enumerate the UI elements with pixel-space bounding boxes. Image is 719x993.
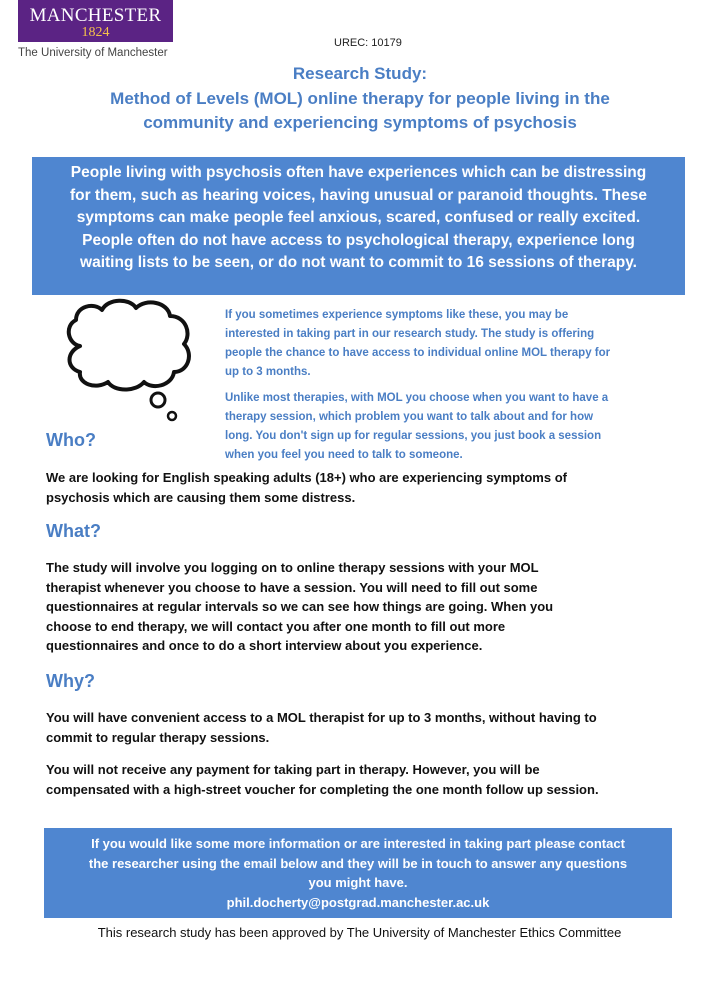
contact-box xyxy=(44,828,672,918)
who-line: We are looking for English speaking adults (18+) who are experiencing symptoms of xyxy=(46,470,567,485)
contact-email-link[interactable]: phil.docherty@postgrad.manchester.ac.uk xyxy=(226,894,490,910)
why-paragraph-2 xyxy=(46,760,676,799)
logo-year: 1824 xyxy=(81,25,110,40)
who-text xyxy=(46,468,676,507)
title-line-3: community and experiencing symptoms of psychosis xyxy=(143,113,577,132)
why-line: compensated with a high-street voucher for completing the one month follow up session. xyxy=(46,781,599,797)
intro-line: People often do not have access to psychological therapy, experience long xyxy=(82,231,635,249)
side-line: therapy session, which problem you want to talk about and for how xyxy=(225,411,594,423)
what-heading: What? xyxy=(46,521,101,541)
intro-line: waiting lists to be seen, or do not want to commit to 16 sessions of therapy. xyxy=(80,254,637,271)
side-line: people the chance to have access to individual online MOL therapy for xyxy=(225,347,611,359)
side-line: interested in taking part in our research study. The study is offering xyxy=(225,328,595,340)
contact-line: you might have. xyxy=(308,875,408,890)
thought-bubble-icon xyxy=(60,296,200,428)
who-heading: Who? xyxy=(46,430,96,450)
what-line: questionnaires at regular intervals so we can see how things are going. When you xyxy=(46,599,554,614)
side-line: long. You don't sign up for regular sessions, you just book a session xyxy=(225,430,602,442)
side-line: If you sometimes experience symptoms like these, you may be xyxy=(225,309,569,321)
who-line: psychosis which are causing them some distress. xyxy=(46,489,356,505)
contact-line: the researcher using the email below and they will be in touch to answer any questions xyxy=(88,855,628,871)
contact-line: If you would like some more information or are interested in taking part please contact xyxy=(91,836,625,851)
side-paragraph-1 xyxy=(225,306,673,382)
why-line: You will have convenient access to a MOL therapist for up to 3 months, without having to xyxy=(46,710,597,725)
why-paragraph-1 xyxy=(46,708,676,747)
intro-line: symptoms can make people feel anxious, scared, confused or really excited. xyxy=(76,209,641,226)
why-heading: Why? xyxy=(46,671,95,691)
title-line-2: Method of Levels (MOL) online therapy for people living in the xyxy=(110,89,610,108)
side-line: up to 3 months. xyxy=(225,366,311,378)
side-line: Unlike most therapies, with MOL you choose when you want to have a xyxy=(225,392,609,404)
urec-number: UREC: 10179 xyxy=(334,37,402,49)
why-line: commit to regular therapy sessions. xyxy=(46,729,270,745)
what-line: questionnaires and once to do a short interview about you experience. xyxy=(46,638,483,653)
ethics-footer: This research study has been approved by The University of Manchester Ethics Committee xyxy=(97,925,622,940)
intro-line: for them, such as hearing voices, having unusual or paranoid thoughts. These xyxy=(69,186,648,204)
what-line: therapist whenever you choose to have a session. You will need to fill out some xyxy=(46,579,538,595)
what-line: The study will involve you logging on to online therapy sessions with your MOL xyxy=(46,560,539,575)
intro-box xyxy=(32,157,685,295)
side-paragraph-2 xyxy=(225,389,673,465)
what-line: choose to end therapy, we will contact you after one month to fill out more xyxy=(46,618,506,634)
logo-name: MANCHESTER xyxy=(29,5,162,26)
title-line-1: Research Study: xyxy=(292,64,428,83)
intro-line: People living with psychosis often have experiences which can be distressing xyxy=(70,164,647,181)
side-line: when you feel you need to talk to someone. xyxy=(225,449,463,461)
what-text xyxy=(46,558,676,656)
logo-subtitle: The University of Manchester xyxy=(18,47,168,59)
why-line: You will not receive any payment for taking part in therapy. However, you will be xyxy=(46,762,540,777)
logo-box xyxy=(18,0,173,42)
